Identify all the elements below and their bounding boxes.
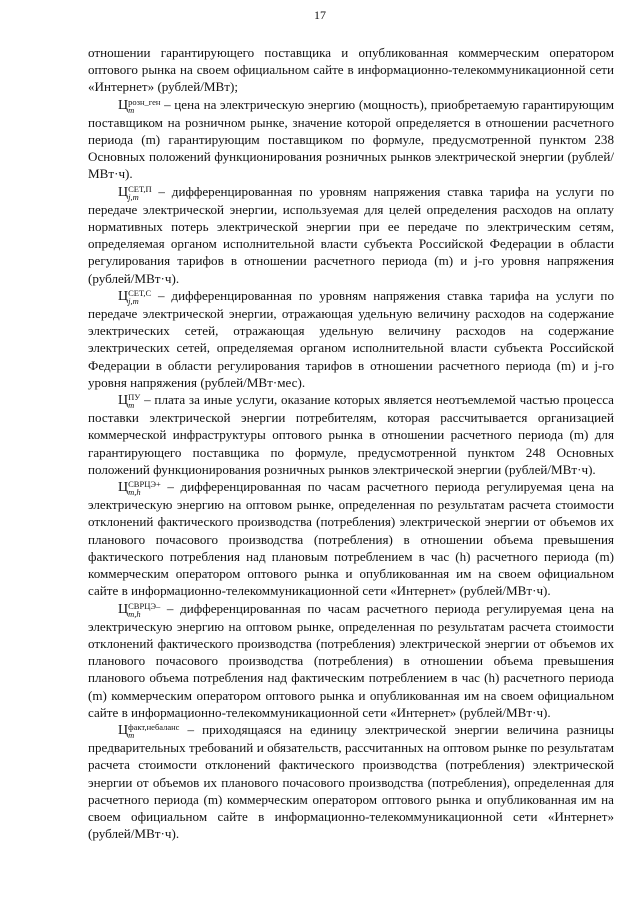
price-symbol: Ц факт,небаланс m bbox=[118, 721, 180, 740]
definition-paragraph bbox=[88, 96, 614, 183]
definition-paragraph bbox=[88, 721, 614, 842]
price-symbol: Ц СВРЦЭ– m,h bbox=[118, 600, 161, 619]
definition-paragraph bbox=[88, 287, 614, 391]
price-symbol: Ц ПУ m bbox=[118, 392, 141, 411]
price-symbol: Ц розн_ген m bbox=[118, 96, 161, 115]
price-symbol: Ц СВРЦЭ+ m,h bbox=[118, 479, 161, 498]
price-symbol: Ц СЕТ,П j,m bbox=[118, 183, 152, 202]
definition-text: – дифференцированная по уровням напряжения ставка тарифа на услуги по передаче электрической энергии, отражающая удельную величину расходов на содержание электрических сетей, отражающая удельную величину расходов на содержание электрических сетей, определяемая органом исполнительной власти субъекта Российской Федерации в области регулирования тарифов в отношении расчетного периода (m) и j-го уровня напряжения (рублей/МВт·мес). bbox=[88, 287, 614, 390]
definition-text: – цена на электрическую энергию (мощность), приобретаемую гарантирующим поставщиком на розничном рынке, значение которой определяется в отношении расчетного периода (m) гарантирующим поставщиком по формуле, предусмотренной пунктом 238 Основных положений функционирования розничных рынков электрической энергии (рублей/МВт·ч). bbox=[88, 96, 614, 182]
paragraph-text: отношении гарантирующего поставщика и опубликованная коммерческим оператором оптового рынка на своем официальном сайте в информационно-телекоммуникационной сети «Интернет» (рублей/МВт); bbox=[88, 45, 614, 95]
definition-text: – плата за иные услуги, оказание которых является неотъемлемой частью процесса поставки электрической энергии потребителям, которая рассчитывается организацией коммерческой инфраструктуры оптового рынка в отношении расчетного периода (m) для гарантирующего поставщика по формуле, предусмотренной пунктом 248 Основных положений функционирования розничных рынков электрической энергии (рублей/МВт·ч). bbox=[88, 392, 614, 477]
price-symbol: Ц СЕТ,С j,m bbox=[118, 287, 152, 306]
definition-text: – дифференцированная по часам расчетного периода регулируемая цена на электрическую энергию на оптовом рынке, определенная по результатам расчета стоимости отклонений фактического производства (потребления) электрической энергии от объемов их планового почасового производства (потребления) в отношении объема превышения фактического потребления над плановым потреблением в час (h) расчетного периода (m) коммерческим оператором оптового рынка и опубликованная им на своем официальном сайте в информационно-телекоммуникационной сети «Интернет» (рублей/МВт·ч). bbox=[88, 479, 614, 599]
document-body bbox=[88, 44, 614, 842]
definition-text: – приходящаяся на единицу электрической энергии величина разницы предварительных требований и обязательств, рассчитанных на оптовом рынке по результатам расчета стоимости отклонений фактического производства (потребления) электрической энергии от объемов их планового почасового производства (потребления), определенная для расчетного периода (m) коммерческим оператором оптового рынка и опубликованная им на своем официальном сайте в информационно-телекоммуникационной сети «Интернет» (рублей/МВт·ч). bbox=[88, 721, 614, 842]
definition-paragraph bbox=[88, 600, 614, 721]
definition-paragraph bbox=[88, 183, 614, 287]
definition-paragraph bbox=[88, 478, 614, 599]
definition-text: – дифференцированная по уровням напряжения ставка тарифа на услуги по передаче электрической энергии, используемая для целей определения расходов на оплату нормативных потерь электрической энергии при ее передаче по электрическим сетям, определяемая органом исполнительной власти субъекта Российской Федерации в области регулирования тарифов в отношении расчетного периода (m) и j-го уровня напряжения (рублей/МВт·ч). bbox=[88, 183, 614, 286]
definition-text: – дифференцированная по часам расчетного периода регулируемая цена на электрическую энергию на оптовом рынке, определенная по результатам расчета стоимости отклонений фактического производства (потребления) электрической энергии от объемов их планового почасового производства (потребления) в отношении объема превышения планового объема потребления над фактическим потреблением в час (h) расчетного периода (m) коммерческим оператором оптового рынка и опубликованная им на своем официальном сайте в информационно-телекоммуникационной сети «Интернет» (рублей/МВт·ч). bbox=[88, 600, 614, 720]
definition-paragraph bbox=[88, 391, 614, 478]
paragraph-continuation bbox=[88, 44, 614, 96]
page-number: 17 bbox=[314, 8, 326, 22]
